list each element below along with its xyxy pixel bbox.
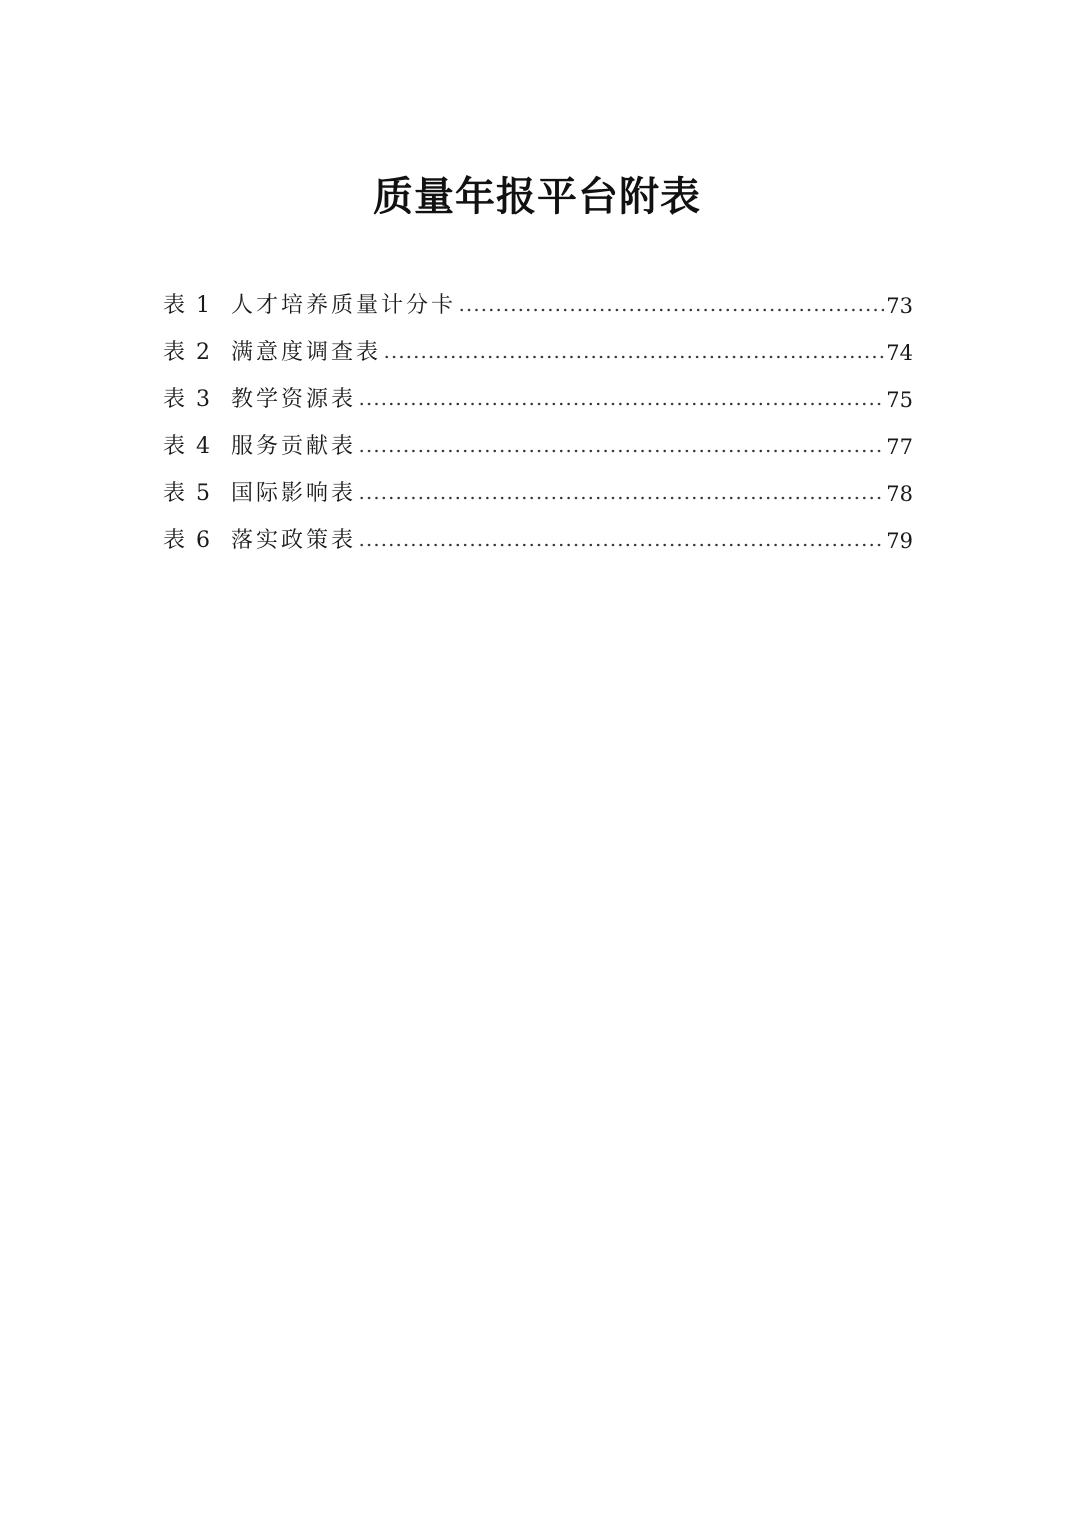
toc-entry-title: 满意度调查表: [231, 340, 382, 365]
toc-entry-title: 人才培养质量计分卡: [231, 293, 457, 318]
toc-entry-page: 74: [886, 341, 913, 365]
toc-entry-label: 表 2: [163, 340, 212, 365]
toc-entry: [163, 274, 913, 321]
toc-entry-page: 73: [886, 294, 913, 318]
toc-entry-page: 77: [886, 435, 913, 459]
toc-entry: [163, 321, 913, 368]
toc-entry-page: 78: [886, 482, 913, 506]
toc-entry-label: 表 4: [163, 434, 212, 459]
toc-entry: [163, 509, 913, 556]
toc-entry-page: 79: [886, 529, 913, 553]
toc-dot-leader: [358, 543, 884, 547]
toc-entry: [163, 415, 913, 462]
toc-entry-title: 落实政策表: [231, 528, 357, 553]
toc-entry-label: 表 6: [163, 528, 212, 553]
toc-entry-title: 教学资源表: [231, 387, 357, 412]
toc-entry-page: 75: [886, 388, 913, 412]
table-of-contents: [163, 274, 913, 556]
toc-entry-title: 服务贡献表: [231, 434, 357, 459]
toc-dot-leader: [358, 402, 884, 406]
toc-entry-title: 国际影响表: [231, 481, 357, 506]
toc-entry: [163, 368, 913, 415]
toc-entry: [163, 462, 913, 509]
toc-dot-leader: [358, 449, 884, 453]
toc-dot-leader: [358, 496, 884, 500]
toc-dot-leader: [458, 308, 884, 312]
toc-dot-leader: [383, 355, 884, 359]
toc-entry-label: 表 5: [163, 481, 212, 506]
toc-entry-label: 表 3: [163, 387, 212, 412]
toc-entry-label: 表 1: [163, 293, 212, 318]
page-title: 质量年报平台附表: [373, 172, 701, 220]
